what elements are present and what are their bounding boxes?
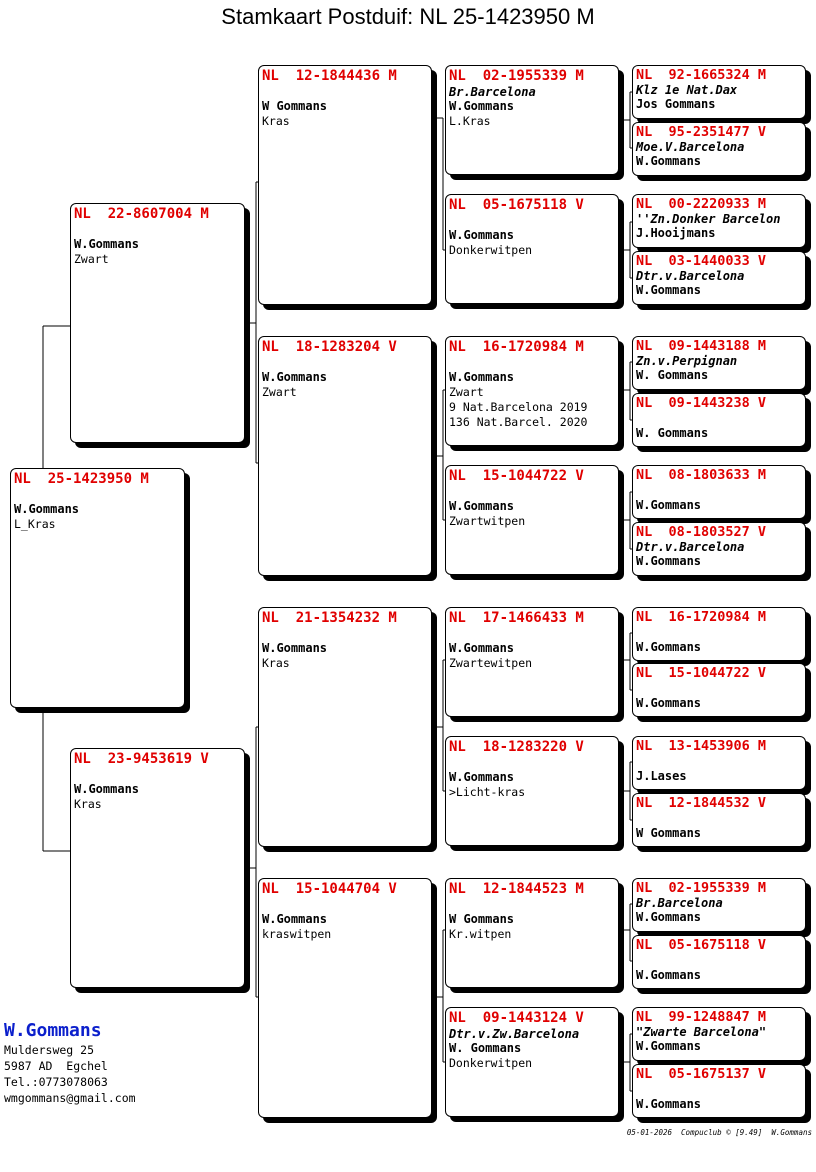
color: kraswitpen (262, 927, 332, 941)
color: L_Kras (14, 517, 56, 531)
ring-number: NL 25-1423950 M (14, 471, 149, 487)
ring-number: NL 05-1675118 V (636, 937, 767, 953)
pigeon-name: "Zwarte Barcelona" (636, 1025, 767, 1039)
ring-number: NL 99-1248847 M (636, 1009, 767, 1025)
pigeon-card-ffff[interactable] (632, 65, 806, 119)
owner: W.Gommans (636, 696, 702, 710)
color: Zwart (449, 385, 484, 399)
color: Zwartewitpen (449, 656, 533, 670)
ring-number: NL 12-1844436 M (262, 68, 397, 84)
pigeon-card-mff[interactable] (445, 607, 619, 717)
ring-number: NL 13-1453906 M (636, 738, 767, 754)
owner: W.Gommans (636, 554, 702, 568)
race-result: 9 Nat.Barcelona 2019 (449, 400, 588, 414)
ring-number: NL 05-1675137 V (636, 1066, 767, 1082)
ring-number: NL 02-1955339 M (636, 880, 767, 896)
ring-number: NL 00-2220933 M (636, 196, 767, 212)
owner: W.Gommans (636, 154, 702, 168)
owner: W.Gommans (636, 1097, 702, 1111)
color: Zwartwitpen (449, 514, 526, 528)
race-result: 136 Nat.Barcel. 2020 (449, 415, 588, 429)
pigeon-card-mmff[interactable] (632, 878, 806, 932)
pigeon-name: Dtr.v.Barcelona (636, 540, 745, 554)
ring-number: NL 15-1044704 V (262, 881, 397, 897)
pigeon-card-mmm[interactable] (445, 1007, 619, 1117)
pigeon-card-fffm[interactable] (632, 122, 806, 176)
breeder-street: Muldersweg 25 (4, 1043, 95, 1057)
pigeon-name: Br.Barcelona (449, 85, 536, 99)
breeder-email[interactable]: wmgommans@gmail.com (4, 1091, 136, 1105)
ring-number: NL 18-1283204 V (262, 339, 397, 355)
breeder-info (4, 1020, 136, 1106)
owner: W.Gommans (74, 237, 140, 251)
pigeon-card-fmff[interactable] (632, 336, 806, 390)
color: Donkerwitpen (449, 1056, 533, 1070)
pigeon-card-mmmf[interactable] (632, 1007, 806, 1061)
owner: W. Gommans (636, 368, 709, 382)
pigeon-name: Br.Barcelona (636, 896, 723, 910)
ring-number: NL 18-1283220 V (449, 739, 584, 755)
owner: W.Gommans (449, 370, 515, 384)
color: Kr.witpen (449, 927, 512, 941)
owner: W. Gommans (636, 426, 709, 440)
ring-number: NL 15-1044722 V (636, 665, 767, 681)
owner: W Gommans (262, 99, 328, 113)
ring-number: NL 16-1720984 M (636, 609, 767, 625)
ring-number: NL 08-1803633 M (636, 467, 767, 483)
owner: W.Gommans (449, 228, 515, 242)
pigeon-card-fmf[interactable] (445, 336, 619, 446)
pigeon-name: ''Zn.Donker Barcelon (636, 212, 781, 226)
pigeon-card-ff[interactable] (258, 65, 432, 305)
pigeon-card-mmf[interactable] (445, 878, 619, 988)
pigeon-card-fm[interactable] (258, 336, 432, 576)
pigeon-card-ffmf[interactable] (632, 194, 806, 248)
pigeon-card-mfm[interactable] (445, 736, 619, 846)
owner: W Gommans (449, 912, 515, 926)
owner: W.Gommans (636, 910, 702, 924)
owner: W. Gommans (449, 1041, 522, 1055)
ring-number: NL 09-1443188 M (636, 338, 767, 354)
owner: W.Gommans (449, 99, 515, 113)
ring-number: NL 12-1844523 M (449, 881, 584, 897)
pigeon-name: Dtr.v.Zw.Barcelona (449, 1027, 580, 1041)
pigeon-name: Klz 1e Nat.Dax (636, 83, 738, 97)
pigeon-card-fff[interactable] (445, 65, 619, 175)
color: Zwart (74, 252, 109, 266)
ring-number: NL 23-9453619 V (74, 751, 209, 767)
owner: W.Gommans (636, 640, 702, 654)
owner: W.Gommans (262, 641, 328, 655)
breeder-name: W.Gommans (4, 1020, 102, 1041)
ring-number: NL 15-1044722 V (449, 468, 584, 484)
owner: W.Gommans (262, 912, 328, 926)
ring-number: NL 17-1466433 M (449, 610, 584, 626)
owner: W.Gommans (636, 498, 702, 512)
owner: W.Gommans (449, 641, 515, 655)
color: Zwart (262, 385, 297, 399)
owner: W.Gommans (262, 370, 328, 384)
pigeon-card-fmmf[interactable] (632, 465, 806, 519)
breeder-phone: Tel.:0773078063 (4, 1075, 108, 1089)
ring-number: NL 95-2351477 V (636, 124, 767, 140)
footer-credits: 05-01-2026 Compuclub © [9.49] W.Gommans (626, 1128, 812, 1137)
owner: W Gommans (636, 826, 702, 840)
ring-number: NL 16-1720984 M (449, 339, 584, 355)
owner: Jos Gommans (636, 97, 716, 111)
color: L.Kras (449, 114, 491, 128)
ring-number: NL 02-1955339 M (449, 68, 584, 84)
pigeon-card-mfmm[interactable] (632, 793, 806, 847)
ring-number: NL 92-1665324 M (636, 67, 767, 83)
ring-number: NL 21-1354232 M (262, 610, 397, 626)
ring-number: NL 05-1675118 V (449, 197, 584, 213)
owner: W.Gommans (636, 968, 702, 982)
ring-number: NL 09-1443124 V (449, 1010, 584, 1026)
owner: W.Gommans (74, 782, 140, 796)
breeder-city: 5987 AD Egchel (4, 1059, 108, 1073)
ring-number: NL 03-1440033 V (636, 253, 767, 269)
pigeon-card-subject[interactable] (10, 468, 185, 708)
owner: J.Lases (636, 769, 687, 783)
owner: W.Gommans (449, 770, 515, 784)
owner: W.Gommans (636, 1039, 702, 1053)
pigeon-card-mfff[interactable] (632, 607, 806, 661)
pigeon-card-mmmm[interactable] (632, 1064, 806, 1118)
pigeon-card-mfmf[interactable] (632, 736, 806, 790)
pigeon-name: Dtr.v.Barcelona (636, 269, 745, 283)
pigeon-card-mother[interactable] (70, 748, 245, 988)
ring-number: NL 22-8607004 M (74, 206, 209, 222)
pigeon-card-ffmm[interactable] (632, 251, 806, 305)
pigeon-card-mffm[interactable] (632, 663, 806, 717)
owner: W.Gommans (636, 283, 702, 297)
color: >Licht-kras (449, 785, 526, 799)
color: Kras (74, 797, 102, 811)
color: Kras (262, 114, 290, 128)
pigeon-card-mmfm[interactable] (632, 935, 806, 989)
owner: W.Gommans (14, 502, 80, 516)
pigeon-card-mf[interactable] (258, 607, 432, 847)
pigeon-name: Zn.v.Perpignan (636, 354, 738, 368)
pigeon-card-mm[interactable] (258, 878, 432, 1118)
color: Kras (262, 656, 290, 670)
pigeon-card-ffm[interactable] (445, 194, 619, 304)
ring-number: NL 09-1443238 V (636, 395, 767, 411)
owner: W.Gommans (449, 499, 515, 513)
pigeon-card-fmfm[interactable] (632, 393, 806, 447)
pigeon-card-father[interactable] (70, 203, 245, 443)
pigeon-card-fmmm[interactable] (632, 522, 806, 576)
owner: J.Hooijmans (636, 226, 716, 240)
pigeon-card-fmm[interactable] (445, 465, 619, 575)
pigeon-name: Moe.V.Barcelona (636, 140, 745, 154)
ring-number: NL 08-1803527 V (636, 524, 767, 540)
color: Donkerwitpen (449, 243, 533, 257)
page-title: Stamkaart Postduif: NL 25-1423950 M (221, 4, 595, 29)
ring-number: NL 12-1844532 V (636, 795, 767, 811)
